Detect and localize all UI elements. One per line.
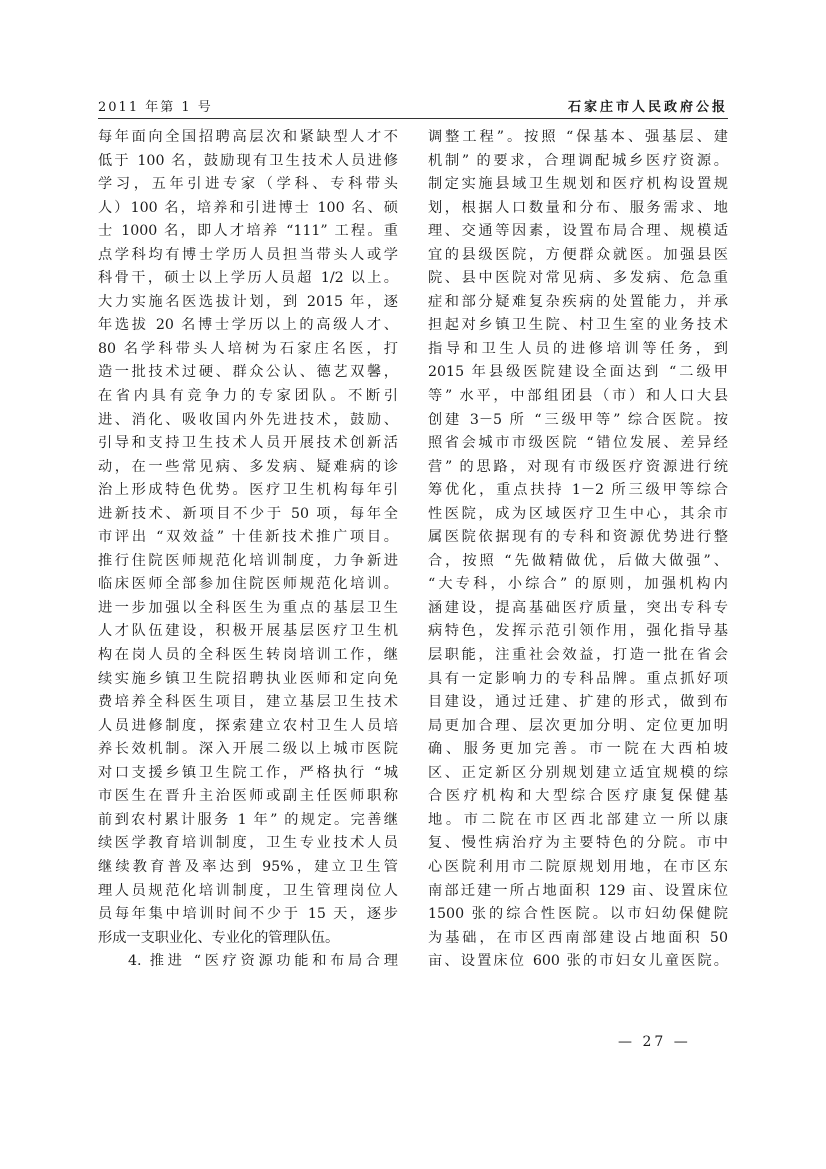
text-line: 地。市二院在市区西北部建立一所以康: [428, 811, 728, 828]
text-line: 心医院利用市二院原规划用地，在市区东: [428, 858, 728, 875]
right-column: [428, 126, 728, 974]
text-line: 亩、设置床位 600 张的市妇女儿童医院。: [428, 953, 728, 970]
text-line: 症和部分疑难复杂疾病的处置能力，并承: [428, 293, 728, 310]
text-line: 在省内具有竞争力的专家团队。不断引: [98, 388, 398, 405]
text-line: 筹优化，重点扶持 1－2 所三级甲等综合: [428, 482, 728, 499]
text-line: 点学科均有博士学历人员担当带头人或学: [98, 246, 398, 263]
text-line: 临床医师全部参加住院医师规范化培训。: [98, 576, 398, 593]
page-number: — 27 —: [618, 1034, 691, 1050]
text-line: 层职能，注重社会效益，打造一批在省会: [428, 647, 728, 664]
section-heading-line: 4. 推进 “医疗资源功能和布局合理: [128, 953, 398, 970]
text-line: 划，根据人口数量和分布、服务需求、地: [428, 199, 728, 216]
text-line: 继续教育普及率达到 95%，建立卫生管: [98, 858, 398, 875]
text-line: 1500 张的综合性医院。以市妇幼保健院: [428, 906, 728, 923]
left-column: [98, 126, 398, 974]
text-line: 对口支援乡镇卫生院工作，严格执行 “城: [98, 764, 398, 781]
text-line: 营” 的思路，对现有市级医疗资源进行统: [428, 458, 728, 475]
text-line: 进新技术、新项目不少于 50 项，每年全: [98, 505, 398, 522]
text-line: 治上形成特色优势。医疗卫生机构每年引: [98, 482, 398, 499]
text-line: 构在岗人员的全科医生转岗培训工作，继: [98, 647, 398, 664]
text-line: 市医生在晋升主治医师或副主任医师职称: [98, 788, 398, 805]
text-line: 宜的县级医院，方便群众就医。加强县医: [428, 246, 728, 263]
text-line: 机制” 的要求，合理调配城乡医疗资源。: [428, 152, 728, 169]
text-line: 南部迁建一所占地面积 129 亩、设置床位: [428, 882, 728, 899]
text-line: 人）100 名，培养和引进博士 100 名、硕: [98, 199, 398, 216]
text-line: 理、交通等因素，设置布局合理、规模适: [428, 223, 728, 240]
text-line: 人才队伍建设，积极开展基层医疗卫生机: [98, 623, 398, 640]
text-line: 等” 水平，中部组团县（市）和人口大县: [428, 388, 728, 405]
text-line: 调整工程”。按照 “保基本、强基层、建: [428, 129, 728, 145]
text-line: 性医院，成为区域医疗卫生中心，其余市: [428, 505, 728, 522]
text-line: 照省会城市市级医院 “错位发展、差异经: [428, 435, 728, 452]
text-line: 复、慢性病治疗为主要特色的分院。市中: [428, 835, 728, 852]
text-line: 费培养全科医生项目，建立基层卫生技术: [98, 694, 398, 711]
text-line: 具有一定影响力的专科品牌。重点抓好项: [428, 670, 728, 687]
text-line: 科骨干，硕士以上学历人员超 1/2 以上。: [98, 270, 398, 287]
text-line: 局更加合理、层次更加分明、定位更加明: [428, 717, 728, 734]
text-line: 为基础，在市区西南部建设占地面积 50: [428, 929, 728, 946]
text-line: 指导和卫生人员的进修培训等任务，到: [428, 340, 728, 357]
text-line: 理人员规范化培训制度，卫生管理岗位人: [98, 882, 398, 899]
text-line: 区、正定新区分别规划建立适宜规模的综: [428, 764, 728, 781]
text-line: 80 名学科带头人培树为石家庄名医，打: [98, 340, 398, 357]
text-line: 形成一支职业化、专业化的管理队伍。: [98, 929, 340, 946]
text-line: 员每年集中培训时间不少于 15 天，逐步: [98, 906, 398, 923]
text-line: 涵建设，提高基础医疗质量，突出专科专: [428, 599, 728, 616]
text-line: 养长效机制。深入开展二级以上城市医院: [98, 741, 398, 758]
text-line: 属医院依据现有的专科和资源优势进行整: [428, 529, 728, 546]
text-line: “大专科，小综合” 的原则，加强机构内: [428, 576, 728, 593]
text-line: 市评出 “双效益” 十佳新技术推广项目。: [98, 529, 398, 546]
text-line: 续医学教育培训制度，卫生专业技术人员: [98, 835, 398, 852]
text-line: 病特色，发挥示范引领作用，强化指导基: [428, 623, 728, 640]
text-line: 制定实施县域卫生规划和医疗机构设置规: [428, 176, 728, 193]
text-line: 人员进修制度，探索建立农村卫生人员培: [98, 717, 398, 734]
text-line: 创建 3－5 所 “三级甲等” 综合医院。按: [428, 411, 728, 428]
text-line: 士 1000 名，即人才培养 “111” 工程。重: [98, 223, 398, 240]
text-line: 进一步加强以全科医生为重点的基层卫生: [98, 599, 398, 616]
journal-issue: 2011 年第 1 号: [98, 100, 213, 115]
text-line: 进、消化、吸收国内外先进技术，鼓励、: [98, 411, 398, 428]
journal-title: 石家庄市人民政府公报: [567, 100, 728, 115]
text-line: 担起对乡镇卫生院、村卫生室的业务技术: [428, 317, 728, 334]
text-line: 每年面向全国招聘高层次和紧缺型人才不: [98, 129, 398, 145]
text-line: 学习，五年引进专家（学科、专科带头: [98, 176, 398, 193]
header-divider: [98, 118, 728, 119]
text-line: 动，在一些常见病、多发病、疑难病的诊: [98, 458, 398, 475]
text-line: 推行住院医师规范化培训制度，力争新进: [98, 552, 398, 569]
text-line: 2015 年县级医院建设全面达到 “二级甲: [428, 364, 728, 381]
text-line: 续实施乡镇卫生院招聘执业医师和定向免: [98, 670, 398, 687]
text-line: 目建设，通过迁建、扩建的形式，做到布: [428, 694, 728, 711]
text-line: 造一批技术过硬、群众公认、德艺双馨，: [98, 364, 398, 381]
text-line: 大力实施名医选拔计划，到 2015 年，逐: [98, 293, 398, 310]
text-line: 确、服务更加完善。市一院在大西柏坡: [428, 741, 728, 758]
text-line: 年选拔 20 名博士学历以上的高级人才、: [98, 317, 398, 334]
text-line: 引导和支持卫生技术人员开展技术创新活: [98, 435, 398, 452]
text-line: 低于 100 名，鼓励现有卫生技术人员进修: [98, 152, 398, 169]
text-line: 前到农村累计服务 1 年” 的规定。完善继: [98, 811, 398, 828]
text-line: 合，按照 “先做精做优，后做大做强”、: [428, 552, 728, 569]
text-line: 合医疗机构和大型综合医疗康复保健基: [428, 788, 728, 805]
text-line: 院、县中医院对常见病、多发病、危急重: [428, 270, 728, 287]
